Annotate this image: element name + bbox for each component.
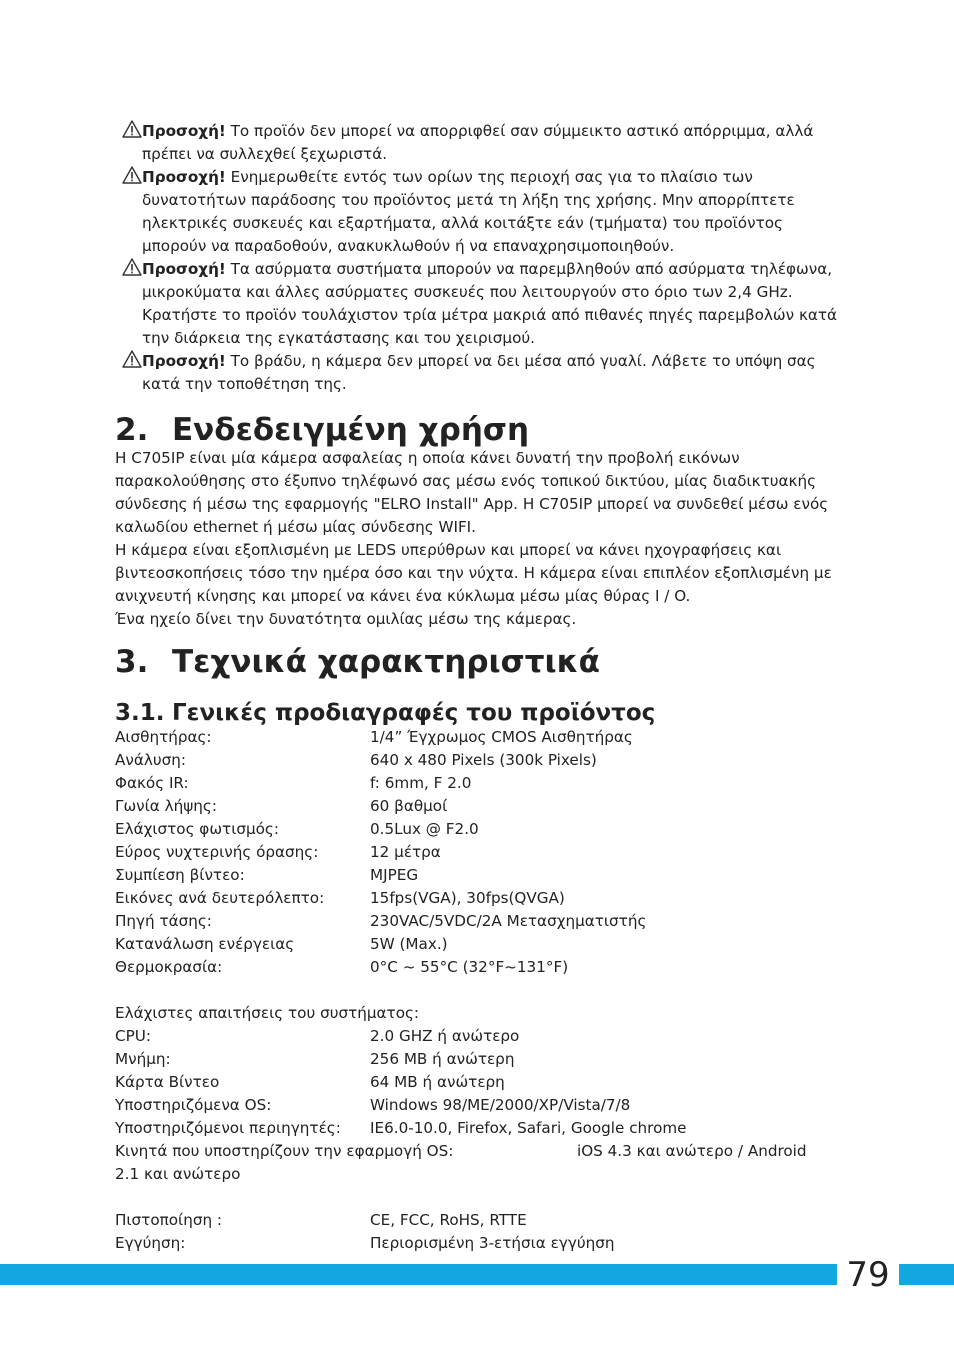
warning-item [115, 120, 843, 166]
spec-key: Κατανάλωση ενέργειας [115, 935, 295, 953]
spec-value: 640 x 480 Pixels (300k Pixels) [370, 751, 597, 769]
section-3-heading [115, 645, 843, 679]
cert-key: Πιστοποίηση : [115, 1211, 223, 1229]
warning-label: Προσοχή! [142, 260, 226, 278]
spec-row [115, 933, 843, 956]
requirement-value: 256 MB ή ανώτερη [370, 1050, 515, 1068]
spec-row [115, 887, 843, 910]
spec-row [115, 818, 843, 841]
page-number: 79 [837, 1257, 899, 1293]
spec-value: 15fps(VGA), 30fps(QVGA) [370, 889, 565, 907]
warning-label: Προσοχή! [142, 168, 226, 186]
requirement-value: 64 MB ή ανώτερη [370, 1073, 505, 1091]
section-2-heading [115, 413, 843, 447]
spec-value: 12 μέτρα [370, 843, 441, 861]
requirement-value: 2.0 GHZ ή ανώτερο [370, 1027, 520, 1045]
requirement-value: IE6.0-10.0, Firefox, Safari, Google chrome [370, 1119, 687, 1137]
warning-triangle-icon [122, 166, 142, 184]
spacer [115, 979, 843, 1002]
spec-row [115, 841, 843, 864]
requirement-row [115, 1094, 843, 1117]
cert-key: Εγγύηση: [115, 1234, 186, 1252]
requirements-table [115, 1002, 843, 1186]
warning-text: Το προϊόν δεν μπορεί να απορριφθεί σαν σύμμεικτο αστικό απόρριμμα, αλλά πρέπει να συλλεχθεί ξεχωριστά. [142, 122, 814, 163]
page-content [115, 120, 843, 1255]
warning-triangle-icon [122, 258, 142, 276]
cert-row [115, 1209, 843, 1232]
requirement-key: CPU: [115, 1027, 151, 1045]
footer-accent-bar [0, 1264, 954, 1285]
requirement-value: Windows 98/ME/2000/XP/Vista/7/8 [370, 1096, 631, 1114]
mobile-os-continuation: 2.1 και ανώτερο [115, 1165, 241, 1183]
spec-value: 60 βαθμοί [370, 797, 448, 815]
spec-row [115, 772, 843, 795]
spec-row [115, 864, 843, 887]
subsection-3-1-heading [115, 700, 843, 726]
warning-item [115, 258, 843, 350]
spec-value: f: 6mm, F 2.0 [370, 774, 472, 792]
spec-key: Εύρος νυχτερινής όρασης: [115, 843, 319, 861]
cert-value: CE, FCC, RoHS, RTTE [370, 1211, 527, 1229]
section-title: Τεχνικά χαρακτηριστικά [172, 644, 600, 680]
intended-use-paragraph: Ένα ηχείο δίνει την δυνατότητα ομιλίας μέσω της κάμερας. [115, 610, 577, 628]
section-number: 3. [115, 644, 149, 680]
spec-value: 0.5Lux @ F2.0 [370, 820, 479, 838]
spec-row [115, 726, 843, 749]
requirement-key: Υποστηριζόμενοι περιηγητές: [115, 1119, 341, 1137]
warning-item [115, 350, 843, 396]
warning-item [115, 166, 843, 258]
requirements-heading: Ελάχιστες απαιτήσεις του συστήματος: [115, 1004, 420, 1022]
spec-value: 1/4” Έγχρωμος CMOS Αισθητήρας [370, 728, 633, 746]
spec-value: 0°C ~ 55°C (32°F~131°F) [370, 958, 569, 976]
spec-row [115, 910, 843, 933]
spec-row [115, 795, 843, 818]
mobile-os-value: iOS 4.3 και ανώτερο / Android [577, 1142, 807, 1160]
intended-use-paragraph: Η C705IP είναι μία κάμερα ασφαλείας η οποία κάνει δυνατή την προβολή εικόνων παρακολούθησης στο έξυπνο τηλέφωνό σας μέσω ενός τοπικού δικτύου, μίας διαδικτυακής σύνδεσης ή μέσω της εφαρμογής "ELRO Install" App. Η C705IP μπορεί να συνδεθεί μέσω ενός καλωδίου ethernet ή μέσω μίας σύνδεσης WIFI. [115, 449, 829, 536]
spec-key: Ανάλυση: [115, 751, 187, 769]
warning-label: Προσοχή! [142, 352, 226, 370]
section-number: 2. [115, 412, 149, 448]
spacer [115, 1186, 843, 1209]
warning-text: Ενημερωθείτε εντός των ορίων της περιοχή σας για το πλαίσιο των δυνατοτήτων παράδοσης του προϊόντος μετά τη λήξη της χρήσης. Μην απορρίπτετε ηλεκτρικές συσκευές και εξαρτήματα, αλλά κοιτάξτε εάν (τμήματα) του προϊόντος μπορούν να παραδοθούν, ανακυκλωθούν ή να επαναχρησιμοποιηθούν. [142, 168, 795, 255]
spec-key: Αισθητήρας: [115, 728, 212, 746]
warning-text: Τα ασύρματα συστήματα μπορούν να παρεμβληθούν από ασύρματα τηλέφωνα, μικροκύματα και άλλες ασύρματες συσκευές που λειτουργούν στο όριο των 2,4 GHz. Κρατήστε το προϊόν τουλάχιστον τρία μέτρα μακριά από πιθανές πηγές παρεμβολών κατά την διάρκεια της εγκατάστασης και του χειρισμού. [142, 260, 838, 347]
requirement-key: Κάρτα Βίντεο [115, 1073, 220, 1091]
spec-key: Πηγή τάσης: [115, 912, 212, 930]
spec-key: Φακός IR: [115, 774, 189, 792]
spec-key: Γωνία λήψης: [115, 797, 217, 815]
spec-key: Θερμοκρασία: [115, 958, 223, 976]
requirement-key: Μνήμη: [115, 1050, 171, 1068]
spec-key: Συμπίεση βίντεο: [115, 866, 245, 884]
subsection-title: Γενικές προδιαγραφές του προϊόντος [172, 700, 656, 726]
spec-key: Εικόνες ανά δευτερόλεπτο: [115, 889, 325, 907]
warning-triangle-icon [122, 120, 142, 138]
subsection-number: 3.1. [115, 700, 165, 726]
spec-value: 230VAC/5VDC/2A Μετασχηματιστής [370, 912, 647, 930]
section-title: Ενδεδειγμένη χρήση [172, 412, 530, 448]
spec-value: 5W (Max.) [370, 935, 448, 953]
warnings-list [115, 120, 843, 396]
mobile-os-row [115, 1140, 843, 1163]
requirement-row [115, 1071, 843, 1094]
warning-triangle-icon [122, 350, 142, 368]
warning-label: Προσοχή! [142, 122, 226, 140]
spec-row [115, 956, 843, 979]
spec-key: Ελάχιστος φωτισμός: [115, 820, 279, 838]
mobile-os-key: Κινητά που υποστηρίζουν την εφαρμογή OS: [115, 1142, 454, 1160]
warning-text: Το βράδυ, η κάμερα δεν μπορεί να δει μέσα από γυαλί. Λάβετε το υπόψη σας κατά την τοποθέτηση της. [142, 352, 816, 393]
requirement-row [115, 1025, 843, 1048]
spec-row [115, 749, 843, 772]
cert-row [115, 1232, 843, 1255]
requirement-key: Υποστηριζόμενα OS: [115, 1096, 272, 1114]
specs-table [115, 726, 843, 979]
requirement-row [115, 1117, 843, 1140]
spec-value: MJPEG [370, 866, 419, 884]
cert-value: Περιορισμένη 3-ετήσια εγγύηση [370, 1234, 615, 1252]
requirement-row [115, 1048, 843, 1071]
intended-use-paragraph: Η κάμερα είναι εξοπλισμένη με LEDS υπερύθρων και μπορεί να κάνει ηχογραφήσεις και βιντεοσκοπήσεις τόσο την ημέρα όσο και την νύχτα. Η κάμερα είναι επιπλέον εξοπλισμένη με ανιχνευτή κίνησης και μπορεί να κάνει ένα κύκλωμα μέσω μίας θύρας I / O. [115, 541, 832, 605]
certification-table [115, 1209, 843, 1255]
